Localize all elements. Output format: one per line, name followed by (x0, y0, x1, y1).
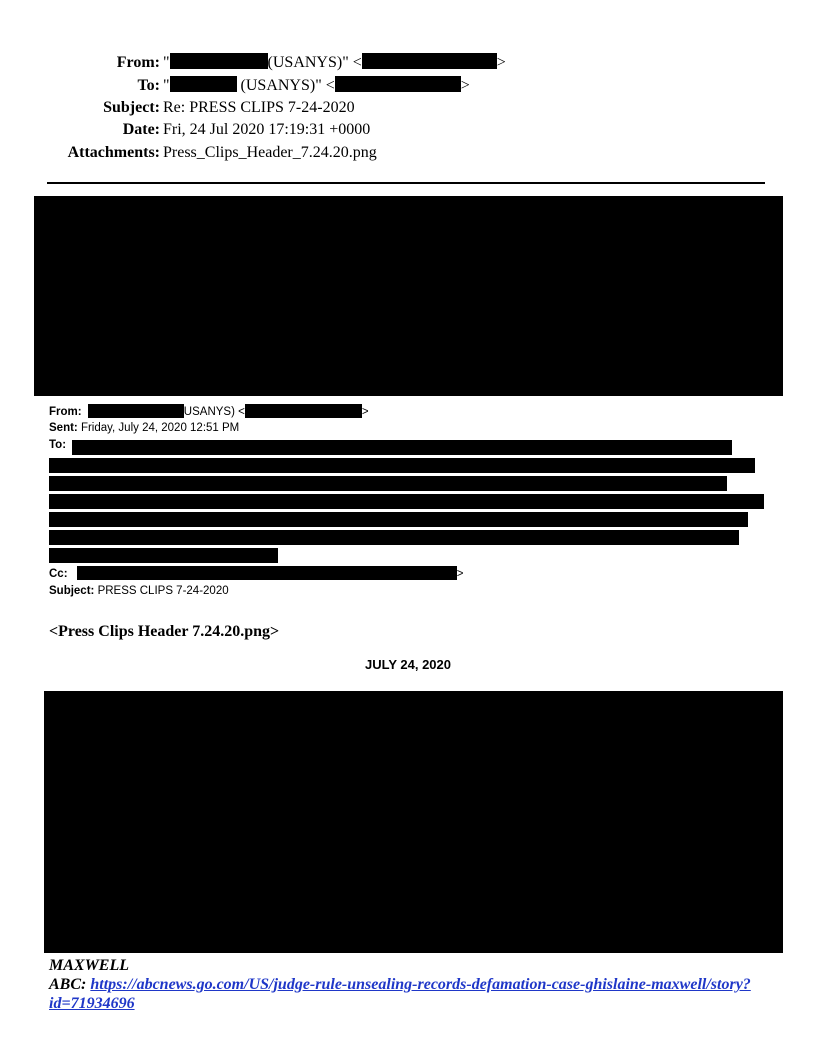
source-link[interactable]: https://abcnews.go.com/US/judge-rule-unsealing-records-defamation-case-ghislaine-maxwell/story?id=71934696 (49, 976, 751, 1012)
fwd-from-suffix: > (361, 406, 369, 418)
header-to-value (163, 76, 470, 96)
source-label: ABC: (49, 976, 91, 993)
redaction (49, 512, 748, 527)
redaction (88, 404, 184, 418)
fwd-subject-label: Subject: (49, 585, 95, 597)
source-line (49, 975, 769, 1013)
fwd-cc-suffix: > (456, 568, 464, 580)
fwd-to-row (49, 438, 66, 452)
header-from-mid: (USANYS)" < (267, 54, 362, 71)
header-to-suffix: > (460, 77, 470, 94)
header-attachments-label: Attachments: (67, 144, 160, 161)
redaction-block (44, 691, 783, 953)
redaction (170, 76, 237, 92)
redaction (49, 476, 727, 491)
fwd-sent-row (49, 421, 239, 435)
header-from-quote: " (163, 54, 170, 71)
header-attachments-value: Press_Clips_Header_7.24.20.png (163, 144, 377, 161)
header-to-label: To: (137, 77, 160, 94)
header-to-quote: " (163, 77, 170, 94)
header-to-mid: (USANYS)" < (236, 77, 335, 94)
fwd-to-label: To: (49, 439, 67, 451)
redaction (49, 494, 764, 509)
header-from-suffix: > (496, 54, 506, 71)
header-date-value: Fri, 24 Jul 2020 17:19:31 +0000 (163, 121, 371, 138)
fwd-from-row (49, 404, 369, 419)
fwd-cc-row (49, 566, 463, 581)
redaction (49, 458, 755, 473)
header-from-label: From: (116, 54, 160, 71)
header-subject-label: Subject: (103, 99, 160, 116)
section-title: MAXWELL (49, 957, 130, 974)
attachment-placeholder: <Press Clips Header 7.24.20.png> (49, 623, 280, 640)
redaction (49, 530, 739, 545)
fwd-subject-value: PRESS CLIPS 7-24-2020 (94, 585, 229, 597)
fwd-from-mid: USANYS) < (183, 406, 245, 418)
date-heading: JULY 24, 2020 (364, 657, 452, 672)
redaction (72, 440, 732, 455)
header-subject-value: Re: PRESS CLIPS 7-24-2020 (163, 99, 355, 116)
fwd-from-label: From: (49, 406, 82, 418)
header-date-label: Date: (122, 121, 160, 138)
redaction-block (34, 196, 783, 396)
fwd-subject-row (49, 584, 229, 598)
divider (47, 182, 765, 184)
redaction (49, 548, 278, 563)
header-from-value (163, 53, 506, 73)
redaction (362, 53, 497, 69)
fwd-cc-label: Cc: (49, 568, 68, 580)
redaction (245, 404, 362, 418)
redaction (335, 76, 461, 92)
fwd-sent-label: Sent: (49, 422, 78, 434)
redaction (77, 566, 457, 580)
fwd-sent-value: Friday, July 24, 2020 12:51 PM (77, 422, 240, 434)
redaction (170, 53, 268, 69)
